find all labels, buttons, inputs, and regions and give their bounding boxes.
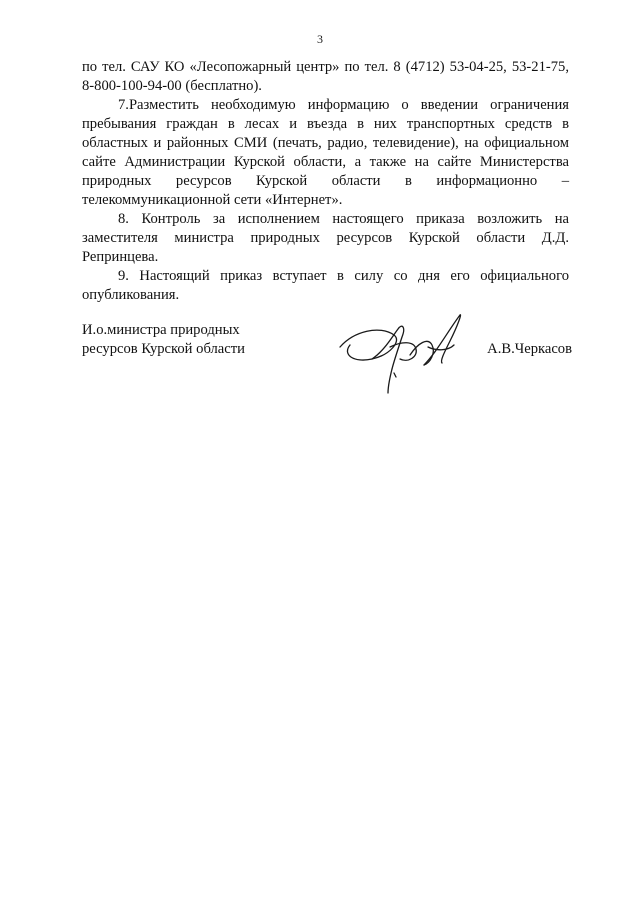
paragraph-6-continuation: по тел. САУ КО «Лесопожарный центр» по тел. 8 (4712) 53-04-25, 53-21-75, 8-800-100-94-00 (бесплатно).	[82, 59, 569, 94]
handwritten-signature	[332, 307, 467, 397]
paragraph-8: 8. Контроль за исполнением настоящего приказа возложить на заместителя министра природных ресурсов Курской области Д.Д. Репринцева.	[82, 211, 569, 265]
signer-title-line-2: ресурсов Курской области	[82, 341, 245, 357]
signature-block	[82, 321, 572, 411]
paragraph-7: 7.Разместить необходимую информацию о введении ограничения пребывания граждан в лесах и въезда в них транспортных средств в областных и районных СМИ (печать, радио, телевидение), на официальном сайте Администрации Курской области, а также на сайте Министерства природных ресурсов Курской области в информационно – телекоммуникационной сети «Интернет».	[82, 97, 569, 208]
page-number: 3	[317, 32, 323, 46]
paragraph-9: 9. Настоящий приказ вступает в силу со дня его официального опубликования.	[82, 268, 569, 303]
signer-title	[82, 321, 302, 359]
signer-name: А.В.Черкасов	[487, 341, 572, 357]
signer-title-line-1: И.о.министра природных	[82, 322, 240, 338]
document-body	[82, 58, 569, 305]
